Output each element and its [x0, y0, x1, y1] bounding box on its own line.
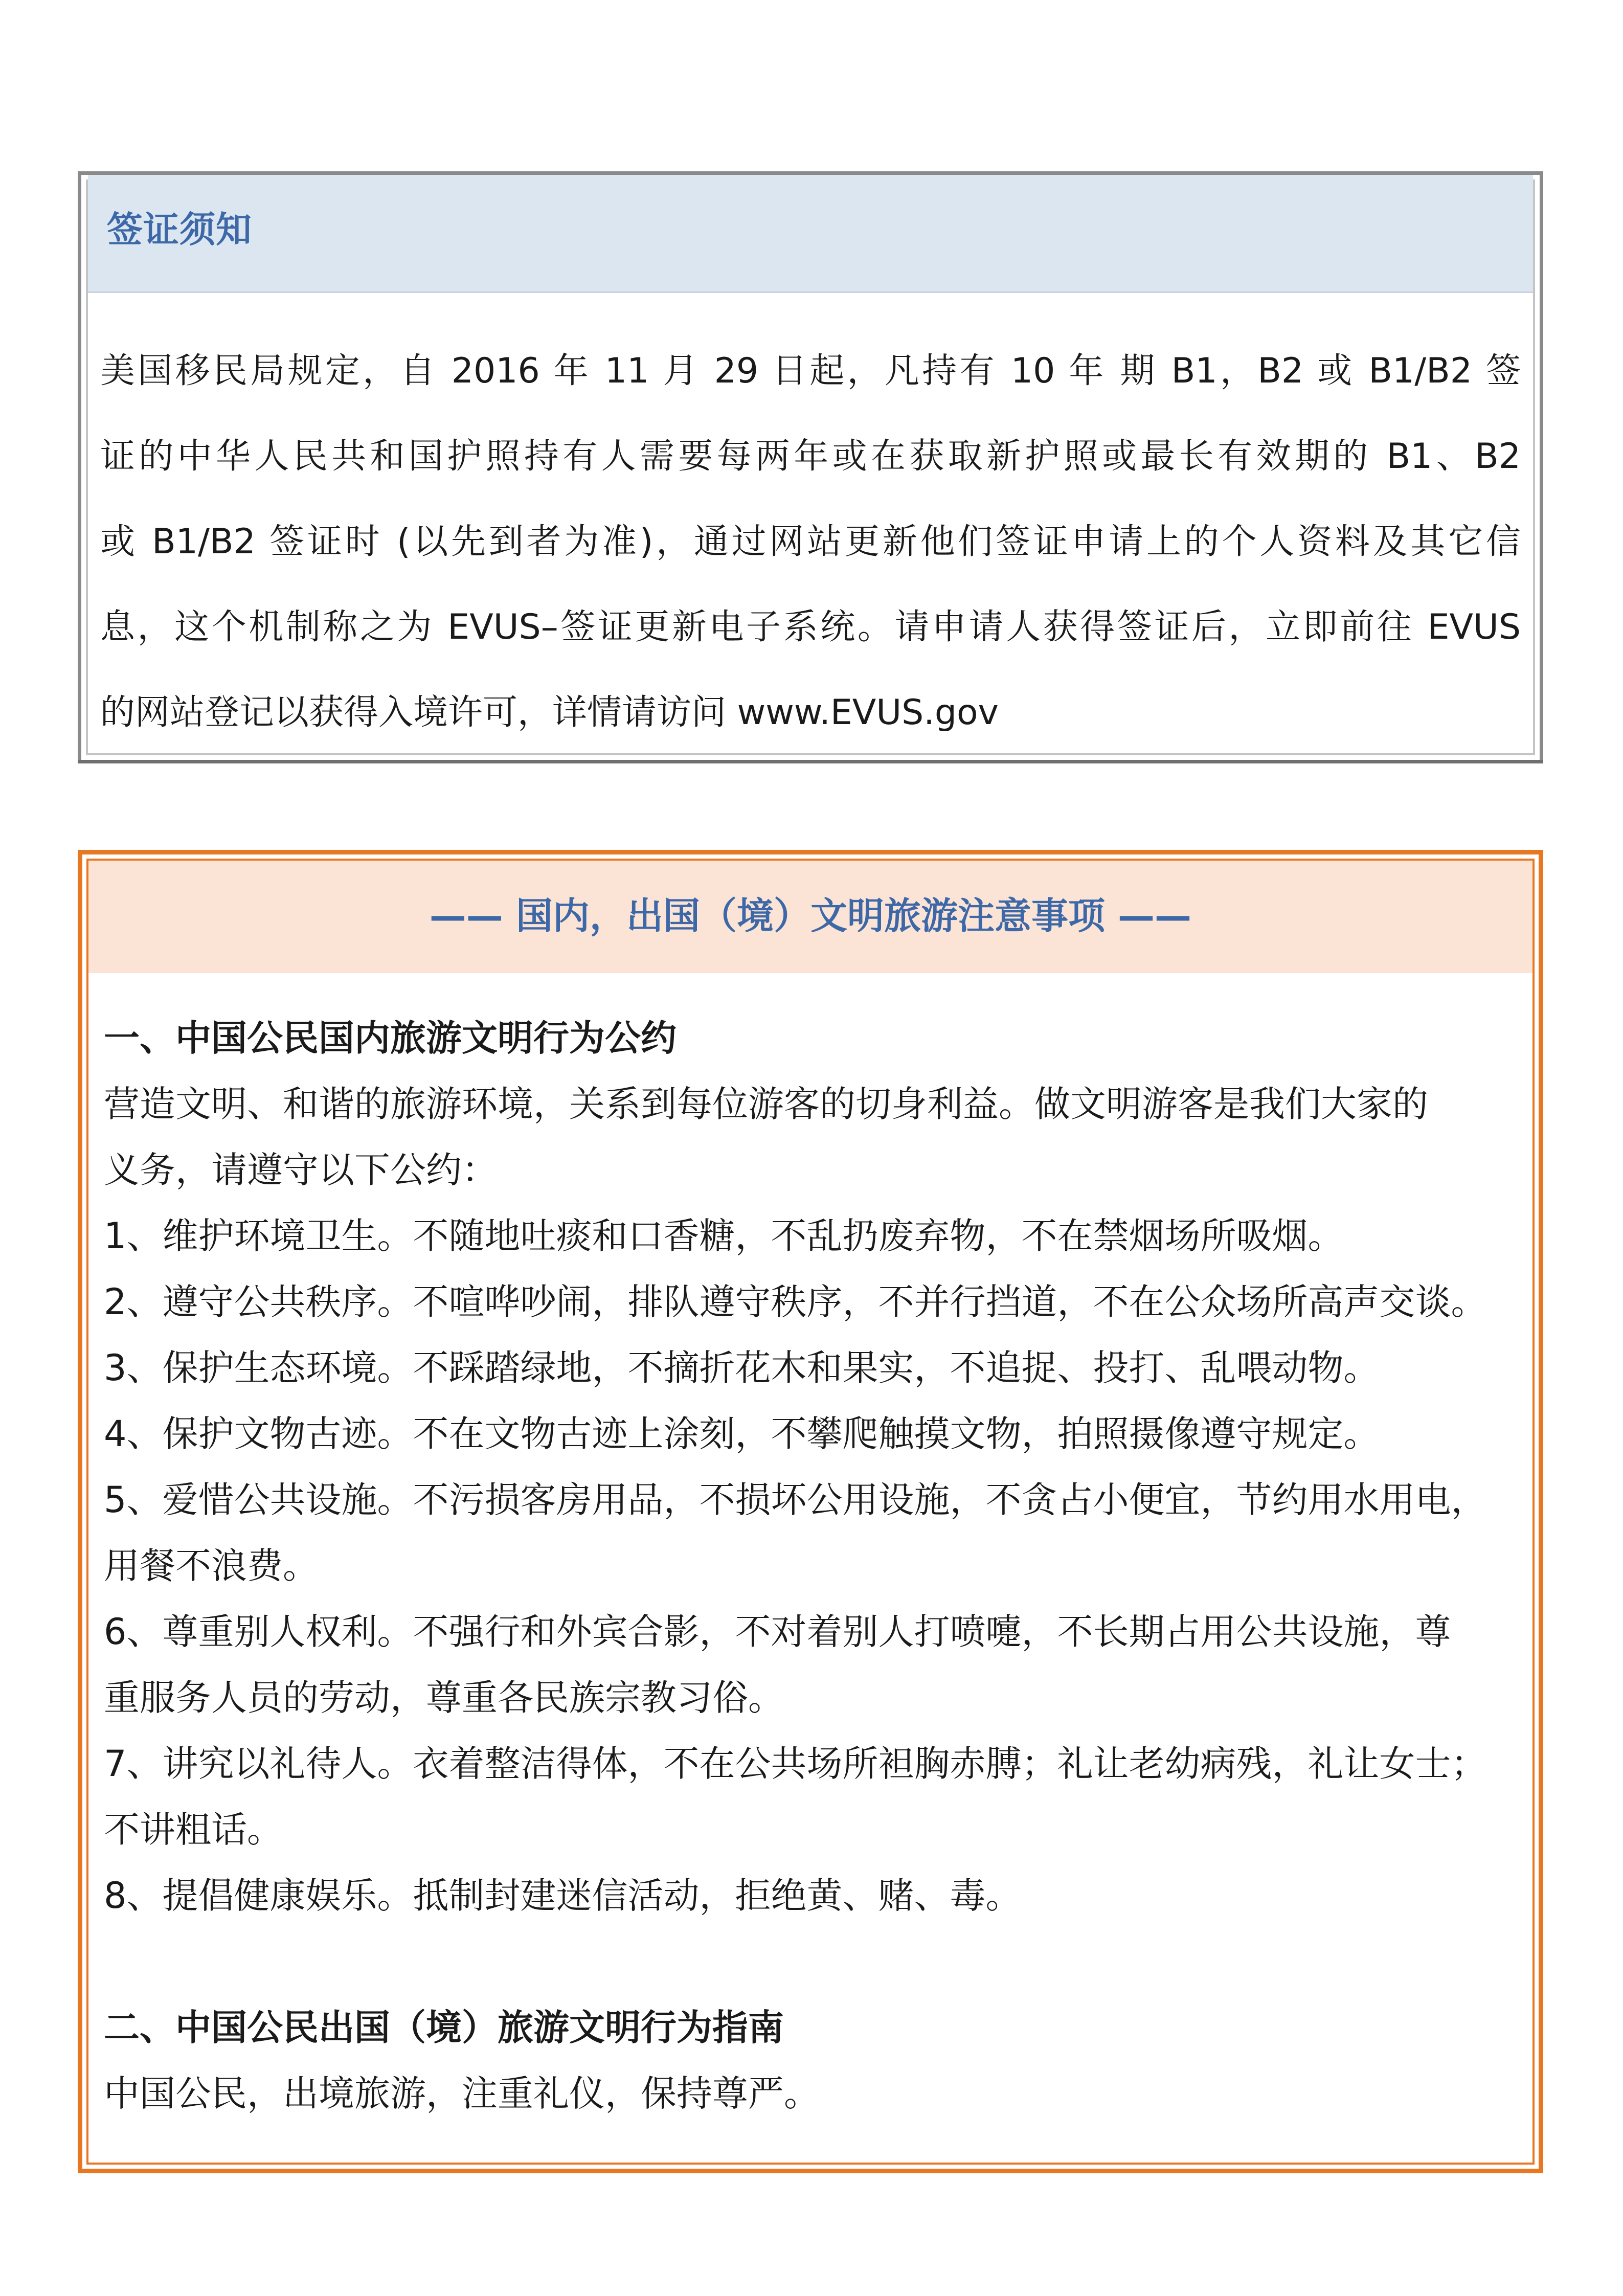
visa-notice-body — [100, 328, 1521, 755]
section-intro-line: 营造文明、和谐的旅游环境，关系到每位游客的切身利益。做文明游客是我们大家的 — [104, 1083, 1428, 1125]
travel-notice-box — [78, 850, 1543, 2173]
list-item: 5、爱惜公共设施。不污损客房用品，不损坏公用设施，不贪占小便宜，节约用水用电， — [104, 1479, 1487, 1521]
section-heading: 一、中国公民国内旅游文明行为公约 — [104, 1017, 677, 1059]
section-heading: 二、中国公民出国（境）旅游文明行为指南 — [104, 2007, 784, 2049]
list-item: 4、保护文物古迹。不在文物古迹上涂刻，不攀爬触摸文物，拍照摄像遵守规定。 — [104, 1413, 1380, 1455]
visa-notice-title: 签证须知 — [107, 209, 252, 251]
list-item: 7、讲究以礼待人。衣着整洁得体，不在公共场所袒胸赤膊；礼让老幼病残，礼让女士； — [104, 1743, 1487, 1785]
list-item: 6、尊重别人权利。不强行和外宾合影，不对着别人打喷嚏，不长期占用公共设施，尊 — [104, 1611, 1451, 1653]
spacer — [104, 1929, 1519, 1995]
visa-notice-line: 证的中华人民共和国护照持有人需要每两年或在获取新护照或最长有效期的 B1、B2 — [100, 436, 1521, 477]
list-item: 3、保护生态环境。不踩踏绿地，不摘折花木和果实，不追捉、投打、乱喂动物。 — [104, 1347, 1380, 1389]
visa-notice-box — [78, 171, 1543, 763]
travel-notice-title: —— 国内，出国（境）文明旅游注意事项 —— — [429, 894, 1192, 937]
visa-notice-line: 息，这个机制称之为 EVUS–签证更新电子系统。请申请人获得签证后，立即前往 EVUS — [100, 607, 1521, 647]
list-item: 2、遵守公共秩序。不喧哗吵闹，排队遵守秩序，不并行挡道，不在公众场所高声交谈。 — [104, 1281, 1487, 1323]
list-item: 8、提倡健康娱乐。抵制封建迷信活动，拒绝黄、赌、毒。 — [104, 1875, 1022, 1917]
visa-notice-line: 或 B1/B2 签证时 (以先到者为准)，通过网站更新他们签证申请上的个人资料及其它信 — [100, 522, 1521, 562]
visa-notice-header — [88, 175, 1533, 293]
list-item: 用餐不浪费。 — [104, 1545, 319, 1587]
list-item: 不讲粗话。 — [104, 1809, 283, 1851]
visa-notice-line: 的网站登记以获得入境许可，详情请访问 www.EVUS.gov — [100, 692, 999, 733]
travel-notice-body — [104, 1005, 1519, 2127]
visa-notice-line: 美国移民局规定，自 2016 年 11 月 29 日起，凡持有 10 年 期 B1，B2 或 B1/B2 签 — [100, 351, 1521, 391]
travel-notice-header — [88, 861, 1532, 973]
section-intro-line: 义务，请遵守以下公约： — [104, 1149, 498, 1191]
section-text: 中国公民，出境旅游，注重礼仪，保持尊严。 — [104, 2073, 820, 2114]
list-item: 重服务人员的劳动，尊重各民族宗教习俗。 — [104, 1677, 784, 1719]
list-item: 1、维护环境卫生。不随地吐痰和口香糖，不乱扔废弃物，不在禁烟场所吸烟。 — [104, 1215, 1344, 1257]
